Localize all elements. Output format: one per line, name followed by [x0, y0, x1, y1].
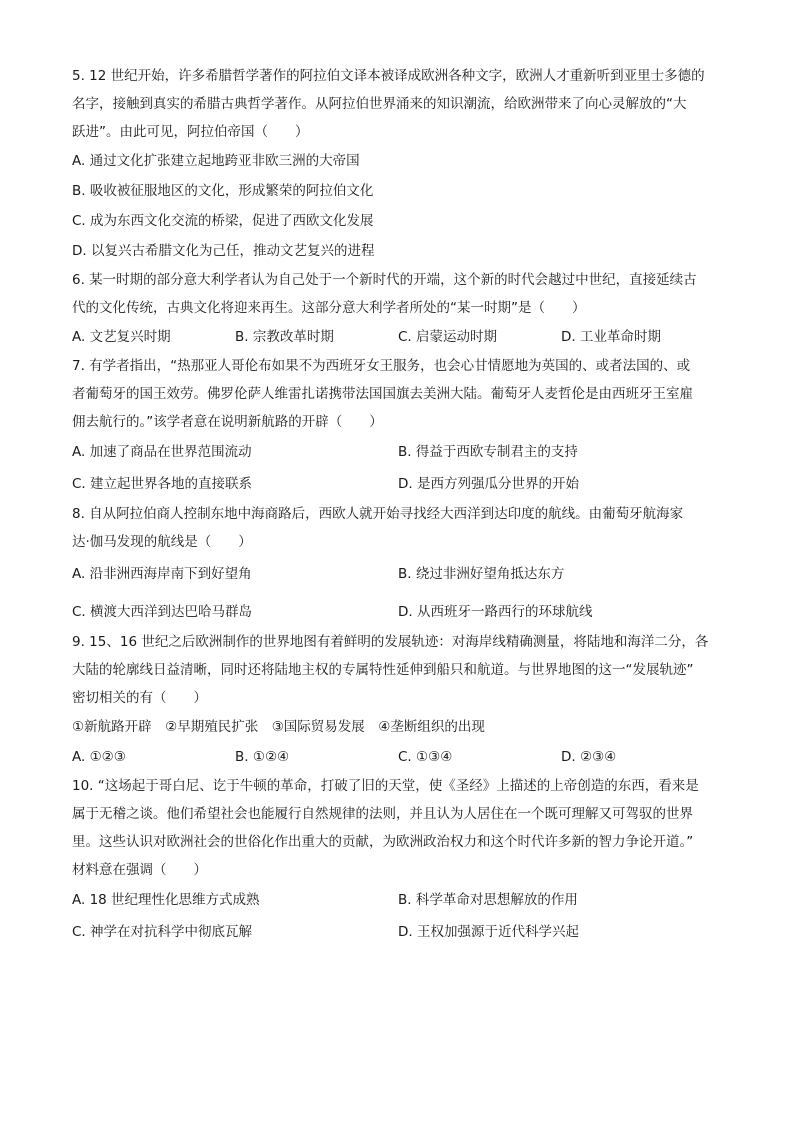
question-9-stem-line-2: 大陆的轮廓线日益清晰，同时还将陆地主权的专属特性延伸到船只和航道。与世界地图的这一“发展轨迹” — [72, 662, 694, 678]
question-7-option-b: B. 得益于西欧专制君主的支持 — [398, 444, 578, 460]
question-8-option-d: D. 从西班牙一路西行的环球航线 — [398, 604, 593, 620]
question-10-stem-line-1: 10. “这场起于哥白尼、讫于牛顿的革命，打破了旧的天堂，使《圣经》上描述的上帝创造的东西，看来是 — [72, 778, 699, 794]
question-8-stem-line-2: 达·伽马发现的航线是（ ） — [72, 534, 252, 550]
question-10-option-b: B. 科学革命对思想解放的作用 — [398, 892, 578, 908]
question-9-option-c: C. ①③④ — [398, 749, 453, 765]
question-10-stem-line-2: 属于无稽之谈。他们希望社会也能履行自然规律的法则，并且认为人居住在一个既可理解又可驾驭的世界 — [72, 806, 693, 822]
question-7 — [72, 352, 724, 500]
question-9-option-d: D. ②③④ — [561, 749, 617, 765]
question-7-stem-line-1: 7. 有学者指出，“热那亚人哥伦布如果不为西班牙女王服务，也会心甘情愿地为英国的、或者法国的、或 — [72, 358, 691, 374]
question-9-option-b: B. ①②④ — [235, 749, 290, 765]
question-5 — [72, 62, 724, 266]
question-7-options-row-2 — [72, 468, 724, 500]
question-7-stem-line-2: 者葡萄牙的国王效劳。佛罗伦萨人维雷扎诺携带法国国旗去美洲大陆。葡萄牙人麦哲伦是由西班牙王室雇 — [72, 386, 693, 402]
question-6-stem-line-2: 代的文化传统，古典文化将迎来再生。这部分意大利学者所处的“某一时期”是（ ） — [72, 300, 586, 316]
question-6-options — [72, 322, 724, 352]
exam-page — [72, 62, 724, 948]
question-9-options — [72, 742, 724, 772]
question-8 — [72, 500, 724, 628]
question-6-option-d: D. 工业革命时期 — [561, 329, 661, 345]
question-6-stem-line-1: 6. 某一时期的部分意大利学者认为自己处于一个新时代的开端，这个新的时代会越过中世纪，直接延续古 — [72, 272, 697, 288]
question-6-option-c: C. 启蒙运动时期 — [398, 329, 498, 345]
question-10-option-c: C. 神学在对抗科学中彻底瓦解 — [72, 924, 253, 940]
question-9-stem-line-3: 密切相关的有（ ） — [72, 690, 207, 706]
question-8-stem-line-1: 8. 自从阿拉伯商人控制东地中海商路后，西欧人就开始寻找经大西洋到达印度的航线。由葡萄牙航海家 — [72, 506, 684, 522]
question-7-option-c: C. 建立起世界各地的直接联系 — [72, 476, 253, 492]
question-7-stem-line-3: 佣去航行的。”该学者意在说明新航路的开辟（ ） — [72, 414, 383, 430]
question-6-option-b: B. 宗教改革时期 — [235, 329, 334, 345]
question-10-options-row-1 — [72, 884, 724, 916]
question-9-stem-line-1: 9. 15、16 世纪之后欧洲制作的世界地图有着鲜明的发展轨迹：对海岸线精确测量，将陆地和海洋二分，各 — [72, 634, 709, 650]
question-9-option-a: A. ①②③ — [72, 749, 126, 765]
question-5-option-d: D. 以复兴古希腊文化为己任，推动文艺复兴的进程 — [72, 243, 375, 259]
question-8-option-c: C. 横渡大西洋到达巴哈马群岛 — [72, 604, 253, 620]
question-9-items: ①新航路开辟 ②早期殖民扩张 ③国际贸易发展 ④垄断组织的出现 — [72, 719, 485, 735]
question-5-option-a: A. 通过文化扩张建立起地跨亚非欧三洲的大帝国 — [72, 153, 360, 169]
question-10-option-d: D. 王权加强源于近代科学兴起 — [398, 924, 579, 940]
question-10-stem-line-3: 里。这些认识对欧洲社会的世俗化作出重大的贡献，为欧洲政治权力和这个时代许多新的智力争论开道。” — [72, 834, 694, 850]
question-6-option-a: A. 文艺复兴时期 — [72, 329, 171, 345]
question-10-stem-line-4: 材料意在强调（ ） — [72, 862, 207, 878]
question-7-option-a: A. 加速了商品在世界范围流动 — [72, 444, 252, 460]
question-7-options-row-1 — [72, 436, 724, 468]
question-8-options-row-1 — [72, 556, 724, 596]
question-8-options-row-2 — [72, 596, 724, 628]
question-5-option-b: B. 吸收被征服地区的文化，形成繁荣的阿拉伯文化 — [72, 183, 374, 199]
question-6 — [72, 266, 724, 352]
question-5-stem-line-3: 跃进”。由此可见，阿拉伯帝国（ ） — [72, 124, 309, 140]
question-9 — [72, 628, 724, 772]
question-10-option-a: A. 18 世纪理性化思维方式成熟 — [72, 892, 260, 908]
question-8-option-a: A. 沿非洲西海岸南下到好望角 — [72, 566, 252, 582]
question-10 — [72, 772, 724, 948]
question-8-option-b: B. 绕过非洲好望角抵达东方 — [398, 566, 565, 582]
question-5-stem-line-1: 5. 12 世纪开始，许多希腊哲学著作的阿拉伯文译本被译成欧洲各种文字，欧洲人才重新听到亚里士多德的 — [72, 68, 705, 84]
question-5-option-c: C. 成为东西文化交流的桥梁，促进了西欧文化发展 — [72, 213, 374, 229]
question-5-stem-line-2: 名字，接触到真实的希腊古典哲学著作。从阿拉伯世界涌来的知识潮流，给欧洲带来了向心灵解放的“大 — [72, 96, 687, 112]
question-10-options-row-2 — [72, 916, 724, 948]
question-7-option-d: D. 是西方列强瓜分世界的开始 — [398, 476, 579, 492]
